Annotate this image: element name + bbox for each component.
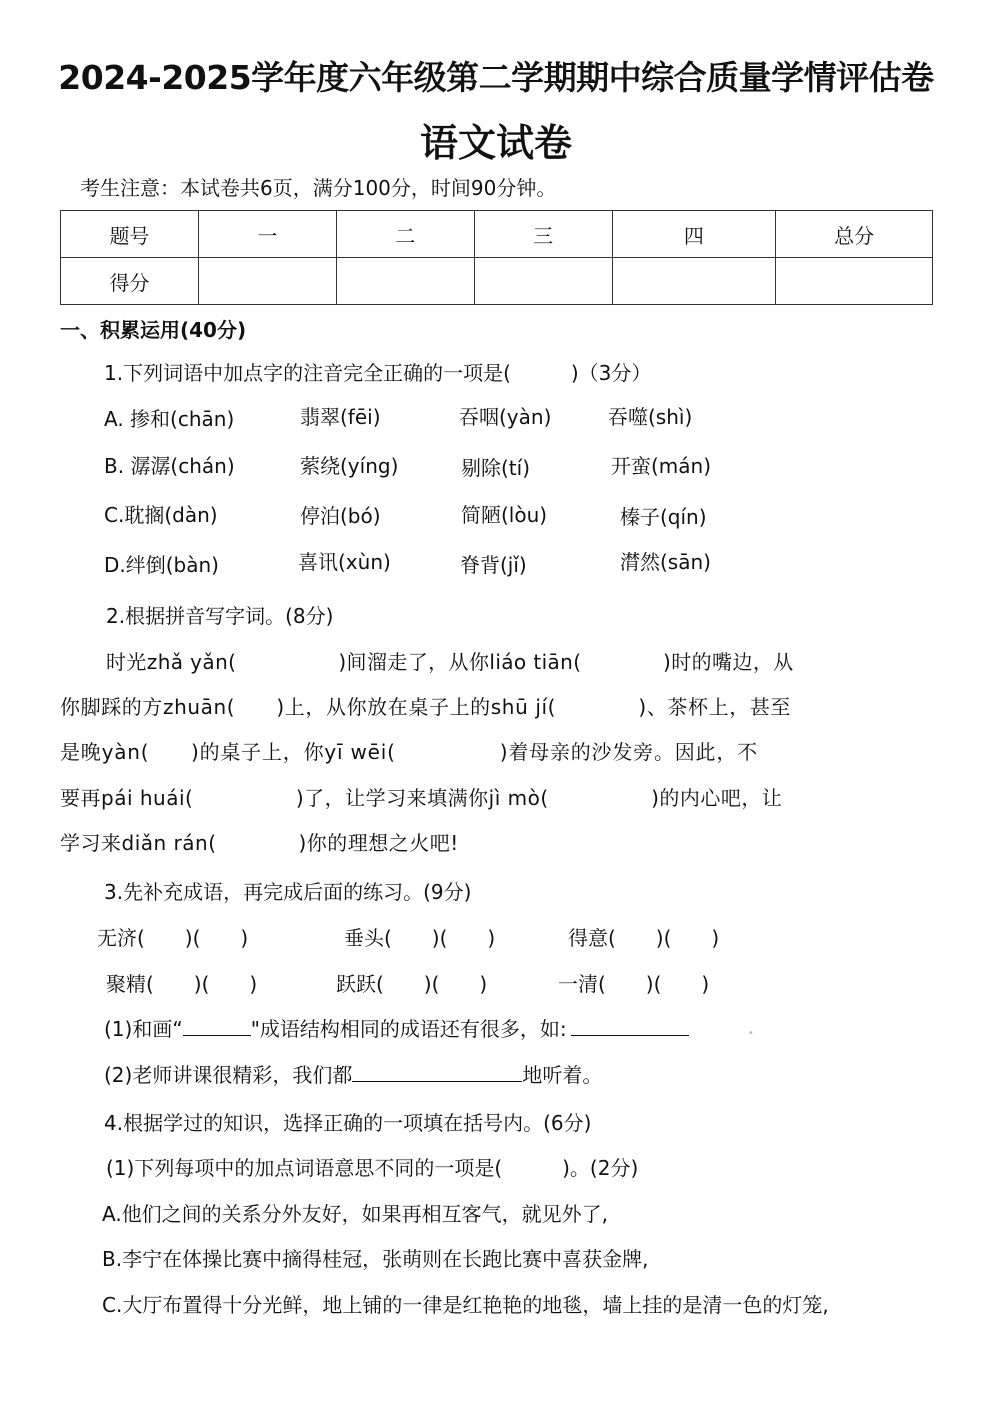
q3-idiom-4: 聚精( )( ) [106, 972, 258, 996]
q1-option-c-word3: 简陋(lòu) [461, 503, 548, 527]
q1-option-a-word1: A. 掺和(chān) [104, 407, 235, 431]
score-cell[interactable] [474, 258, 612, 305]
q4-option-b: B.李宁在体操比赛中摘得桂冠，张萌则在长跑比赛中喜获金牌, [102, 1247, 649, 1271]
q3-stem: 3.先补充成语，再完成后面的练习。(9分) [104, 880, 472, 904]
q3-idiom-2: 垂头( )( ) [344, 926, 496, 950]
q1-option-d-word3: 脊背(jǐ) [460, 553, 527, 577]
score-header-cell: 二 [336, 211, 474, 258]
candidate-notice: 考生注意：本试卷共6页，满分100分，时间90分钟。 [80, 176, 557, 200]
score-header-cell: 总分 [776, 211, 933, 258]
q2-passage-line4: 要再pái huái( )了，让学习来填满你jì mò( )的内心吧，让 [60, 786, 783, 810]
q3-idiom-5: 跃跃( )( ) [336, 972, 488, 996]
q3-sub2-blank[interactable] [352, 1063, 522, 1082]
q4-sub1: (1)下列每项中的加点词语意思不同的一项是( )。(2分) [106, 1156, 639, 1180]
exam-title-line1: 2024-2025学年度六年级第二学期期中综合质量学情评估卷 [58, 58, 934, 97]
score-table-score-row [61, 258, 933, 305]
q3-idiom-6: 一清( )( ) [558, 972, 710, 996]
q3-sub1-prefix: (1)和画“ [104, 1017, 183, 1041]
q2-passage-line1: 时光zhǎ yǎn( )间溜走了，从你liáo tiān( )时的嘴边，从 [106, 650, 794, 674]
watermark-dot: • [748, 1028, 754, 1039]
q1-option-d-word4: 潸然(sān) [620, 550, 711, 574]
q1-option-a-word4: 吞噬(shì) [608, 405, 693, 429]
q3-sub1-blank1[interactable] [183, 1017, 251, 1036]
q1-option-a-word2: 翡翠(fēi) [300, 405, 381, 429]
q2-stem: 2.根据拼音写字词。(8分) [106, 604, 334, 628]
score-cell[interactable] [198, 258, 336, 305]
q3-sub2-suffix: 地听着。 [522, 1063, 603, 1087]
q1-option-a-word3: 吞咽(yàn) [459, 405, 552, 429]
q3-sub1-mid: "成语结构相同的成语还有很多，如: [250, 1017, 567, 1041]
q2-passage-line3: 是晚yàn( )的桌子上，你yī wēi( )着母亲的沙发旁。因此，不 [60, 740, 758, 764]
score-cell[interactable] [776, 258, 933, 305]
q1-option-b-word4: 开蛮(mán) [611, 454, 712, 478]
q1-option-c-word2: 停泊(bó) [300, 504, 381, 528]
q4-stem: 4.根据学过的知识，选择正确的一项填在括号内。(6分) [104, 1111, 592, 1135]
score-table [60, 210, 933, 305]
q3-sub2 [104, 1059, 602, 1088]
q2-passage-line2: 你脚踩的方zhuān( )上，从你放在桌子上的shū jí( )、茶杯上，甚至 [60, 695, 792, 719]
score-table-header-row [61, 211, 933, 258]
q1-option-b-word1: B. 潺潺(chán) [104, 454, 235, 478]
score-header-cell: 题号 [61, 211, 199, 258]
score-cell[interactable] [336, 258, 474, 305]
score-row-label: 得分 [61, 258, 199, 305]
q3-sub2-prefix: (2)老师讲课很精彩，我们都 [104, 1063, 353, 1087]
q3-idiom-1: 无济( )( ) [97, 926, 249, 950]
q4-option-c: C.大厅布置得十分光鲜，地上铺的一律是红艳艳的地毯，墙上挂的是清一色的灯笼, [102, 1293, 829, 1317]
q1-option-b-word2: 萦绕(yíng) [300, 454, 399, 478]
q4-option-a: A.他们之间的关系分外友好，如果再相互客气，就见外了, [102, 1202, 609, 1226]
score-header-cell: 三 [474, 211, 612, 258]
q1-option-c-word4: 榛子(qín) [620, 505, 707, 529]
section1-title: 一、积累运用(40分) [60, 318, 247, 342]
q1-option-b-word3: 剔除(tí) [461, 456, 531, 480]
q3-sub1-blank2[interactable] [571, 1017, 689, 1036]
q3-sub1 [104, 1013, 689, 1042]
q1-stem: 1.下列词语中加点字的注音完全正确的一项是( )（3分） [104, 361, 652, 385]
exam-title-line2: 语文试卷 [419, 120, 572, 165]
q1-option-c-word1: C.耽搁(dàn) [104, 503, 218, 527]
score-cell[interactable] [612, 258, 776, 305]
q2-passage-line5: 学习来diǎn rán( )你的理想之火吧! [60, 831, 459, 855]
score-header-cell: 四 [612, 211, 776, 258]
q3-idiom-3: 得意( )( ) [568, 926, 720, 950]
q1-option-d-word2: 喜讯(xùn) [298, 550, 391, 574]
score-header-cell: 一 [198, 211, 336, 258]
q1-option-d-word1: D.绊倒(bàn) [104, 553, 219, 577]
